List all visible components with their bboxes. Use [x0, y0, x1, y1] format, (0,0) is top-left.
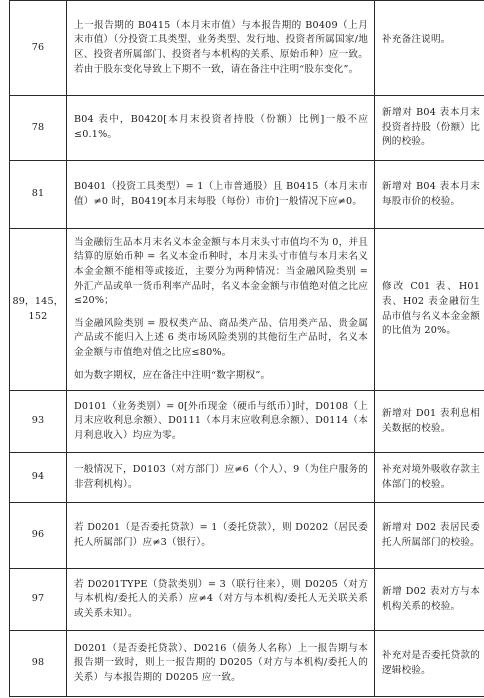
table-row	[10, 1, 484, 96]
rule-paragraph: B04 表中，B0420[本月末投资者持股（份额）比例]一般不应≤0.1%。	[74, 114, 368, 140]
row-number: 96	[10, 503, 67, 569]
change-note: 修改 C01 表、H01 表、H02 表金融衍生品市值与名义本金金额的比值为 20%。	[375, 229, 484, 391]
rule-paragraph: 当金融风险类别 = 股权类产品、商品类产品、信用类产品、贵金属产品或不能归入上述 6 类市场风险类别的其他衍生产品时，名义本金金额与市值绝对值之比应≤80%。	[74, 317, 368, 358]
row-number: 97	[10, 569, 67, 631]
row-number: 93	[10, 391, 67, 453]
table-row	[10, 631, 484, 697]
table-row	[10, 503, 484, 569]
rule-text	[67, 229, 375, 391]
rule-paragraph: 一般情况下，D0103（对方部门）应≠6（个人）、9（为住户服务的非营利机构）。	[74, 463, 368, 490]
row-number: 81	[10, 161, 67, 229]
change-note: 补充对境外吸收存款主体部门的校验。	[375, 453, 484, 503]
rule-paragraph: B0401（投资工具类型）= 1（上市普通股）且 B0415（本月末市值）≠0 时，B0419[本月末每股（每份）市价]一般情况下应≠0。	[74, 180, 368, 207]
rule-paragraph: 若 D0201（是否委托贷款）= 1（委托贷款），则 D0202（居民委托人所属部门）应≠3（银行）。	[74, 521, 368, 548]
change-note: 新增对 B04 表本月末每股市价的校验。	[375, 161, 484, 229]
rule-paragraph: 若 D0201TYPE（贷款类别）= 3（联行往来），则 D0205（对方与本机构/委托人的关系）应≠4（对方与本机构/委托人无关联关系或关系未知）。	[74, 578, 368, 619]
table-row	[10, 161, 484, 229]
rule-paragraph: 如为数字期权，应在备注中注明“数字期权”。	[74, 369, 271, 381]
row-number: 94	[10, 453, 67, 503]
rule-text	[67, 96, 375, 161]
rule-text	[67, 503, 375, 569]
table-row	[10, 453, 484, 503]
row-number: 98	[10, 631, 67, 697]
table-row	[10, 391, 484, 453]
change-note: 补充备注说明。	[375, 1, 484, 96]
rule-paragraph: D0201（是否委托贷款）、D0216（债务人名称）上一报告期与本报告期一致时，则上一报告期的 D0205（对方与本机构/委托人的关系）与本报告期的 D0205 应一致。	[74, 642, 368, 683]
rule-text	[67, 569, 375, 631]
change-note: 补充对是否委托贷款的逻辑校验。	[375, 631, 484, 697]
rule-text	[67, 1, 375, 96]
row-number: 78	[10, 96, 67, 161]
rules-table	[9, 0, 484, 697]
rule-paragraph: 上一报告期的 B0415（本月末市值）与本报告期的 B0409（上月末市值）（分投资工具类型、业务类型、发行地、投资者所属国家/地区、投资者所属部门、投资者与本机构的关系、原始币种）应一致。若由于股东变化导致上下期不一致，请在备注中注明“股东变化”。	[74, 19, 368, 75]
change-note: 新增 D02 表对方与本机构关系的校验。	[375, 569, 484, 631]
table-row	[10, 229, 484, 391]
change-note: 新增对 D01 表利息相关数据的校验。	[375, 391, 484, 453]
row-number: 89，145，152	[10, 229, 67, 391]
rule-paragraph: D0101（业务类别）= 0[外币现金（硬币与纸币）]时，D0108（上月末应收利息余额）、D0111（本月末应收利息余额）、D0114（本月利息收入）均应为零。	[74, 400, 368, 441]
change-note: 新增对 D02 表居民委托人所属部门的校验。	[375, 503, 484, 569]
table-row	[10, 96, 484, 161]
rule-text	[67, 391, 375, 453]
rule-text	[67, 453, 375, 503]
table-row	[10, 569, 484, 631]
rule-text	[67, 631, 375, 697]
rule-text	[67, 161, 375, 229]
row-number: 76	[10, 1, 67, 96]
change-note: 新增对 B04 表本月末投资者持股（份额）比例的校验。	[375, 96, 484, 161]
rule-paragraph: 当金融衍生品本月末名义本金金额与本月末头寸市值均不为 0，并且结算的原始币种 = 名义本金币种时，本月末头寸市值与本月末名义本金金额不能相等或接近，主要分为两种情况：当金融风险类别 = 外汇产品或单一货币利率产品时，名义本金金额与市值绝对值之比应≤20%；	[74, 236, 368, 307]
